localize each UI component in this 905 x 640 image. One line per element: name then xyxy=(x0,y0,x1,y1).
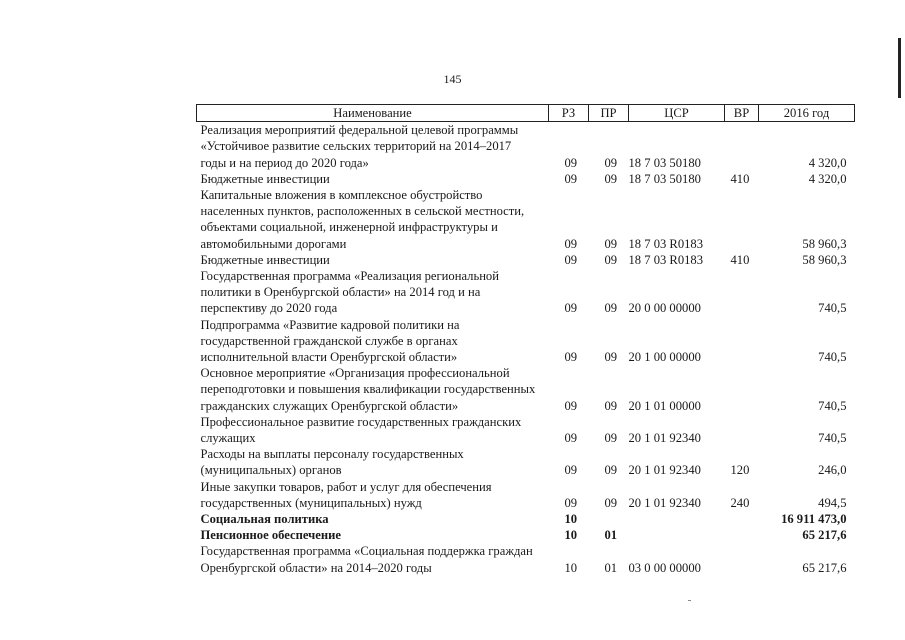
header-name: Наименование xyxy=(197,105,549,122)
row-amount: 4 320,0 xyxy=(808,155,847,170)
row-name-line: Бюджетные инвестиции xyxy=(200,252,330,267)
header-csr: ЦСР xyxy=(629,105,725,122)
row-csr: 18 7 03 R0183 xyxy=(628,252,704,267)
row-name-line: Социальная политика xyxy=(200,512,329,527)
row-amount: 740,5 xyxy=(818,431,847,446)
table-row xyxy=(197,446,855,478)
row-vr xyxy=(725,511,759,527)
row-rz: 09 xyxy=(564,155,578,170)
row-name-line: политики в Оренбургской области» на 2014 год и на xyxy=(200,285,481,300)
row-name xyxy=(197,511,549,527)
row-name-line: переподготовки и повышения квалификации государственных xyxy=(200,382,536,397)
row-vr xyxy=(725,543,759,575)
row-pr: 09 xyxy=(604,252,618,267)
row-amount: 740,5 xyxy=(818,350,847,365)
table-row xyxy=(197,543,855,575)
header-vr: ВР xyxy=(725,105,759,122)
row-name-line: Профессиональное развитие государственных гражданских xyxy=(200,414,522,429)
row-pr: 01 xyxy=(604,528,618,543)
row-pr: 09 xyxy=(604,398,618,413)
row-amount: 740,5 xyxy=(818,398,847,413)
row-csr xyxy=(629,527,725,543)
row-name xyxy=(197,317,549,366)
table-row xyxy=(197,171,855,187)
row-rz: 09 xyxy=(564,398,578,413)
table-row xyxy=(197,268,855,317)
row-vr xyxy=(725,187,759,252)
row-csr xyxy=(629,511,725,527)
row-amount: 65 217,6 xyxy=(802,560,847,575)
table-row xyxy=(197,479,855,511)
scan-smudge xyxy=(688,600,691,601)
row-vr xyxy=(725,122,759,171)
table-row xyxy=(197,317,855,366)
row-amount: 4 320,0 xyxy=(808,171,847,186)
row-name xyxy=(197,479,549,511)
budget-table xyxy=(196,104,855,576)
row-amount: 58 960,3 xyxy=(802,252,847,267)
row-name-line: Расходы на выплаты персоналу государственных xyxy=(200,447,464,462)
row-name xyxy=(197,365,549,414)
row-rz: 09 xyxy=(564,301,578,316)
row-csr: 20 0 00 00000 xyxy=(628,301,701,316)
table-header xyxy=(197,105,855,122)
table-body xyxy=(197,122,855,576)
row-rz: 09 xyxy=(564,236,578,251)
row-name-line: годы и на период до 2020 года» xyxy=(200,155,369,170)
table-row xyxy=(197,511,855,527)
row-vr xyxy=(725,365,759,414)
row-name xyxy=(197,252,549,268)
row-csr: 03 0 00 00000 xyxy=(628,560,701,575)
header-pr: ПР xyxy=(589,105,629,122)
row-name-line: служащих xyxy=(200,431,256,446)
row-csr: 18 7 03 R0183 xyxy=(628,236,704,251)
row-name-line: исполнительной власти Оренбургской области» xyxy=(200,350,458,365)
row-name xyxy=(197,268,549,317)
row-csr: 20 1 00 00000 xyxy=(628,350,701,365)
row-rz: 10 xyxy=(564,560,578,575)
row-vr: 410 xyxy=(730,171,750,186)
row-name-line: Иные закупки товаров, работ и услуг для обеспечения xyxy=(200,479,492,494)
row-rz: 09 xyxy=(564,495,578,510)
row-pr: 09 xyxy=(604,301,618,316)
row-pr: 09 xyxy=(604,350,618,365)
row-name xyxy=(197,414,549,446)
row-rz: 10 xyxy=(564,528,578,543)
row-vr xyxy=(725,414,759,446)
table-row xyxy=(197,365,855,414)
row-vr: 120 xyxy=(730,463,750,478)
row-vr xyxy=(725,268,759,317)
row-name-line: Основное мероприятие «Организация профессиональной xyxy=(200,366,510,381)
row-vr: 410 xyxy=(730,252,750,267)
row-name-line: Реализация мероприятий федеральной целевой программы xyxy=(200,123,519,138)
row-rz: 09 xyxy=(564,463,578,478)
table-row xyxy=(197,187,855,252)
row-pr: 09 xyxy=(604,495,618,510)
row-name-line: перспективу до 2020 года xyxy=(200,301,338,316)
row-name xyxy=(197,187,549,252)
row-amount: 494,5 xyxy=(818,495,847,510)
row-rz: 10 xyxy=(564,512,578,527)
row-vr xyxy=(725,527,759,543)
row-pr: 09 xyxy=(604,463,618,478)
row-csr: 20 1 01 92340 xyxy=(628,463,701,478)
row-name-line: гражданских служащих Оренбургской области» xyxy=(200,398,459,413)
row-name-line: Капитальные вложения в комплексное обустройство xyxy=(200,188,483,203)
row-amount: 246,0 xyxy=(818,463,847,478)
row-csr: 20 1 01 92340 xyxy=(628,495,701,510)
table-row xyxy=(197,527,855,543)
table-row xyxy=(197,252,855,268)
row-csr: 18 7 03 50180 xyxy=(628,171,701,186)
row-name xyxy=(197,543,549,575)
row-name-line: Государственная программа «Реализация региональной xyxy=(200,269,499,284)
row-pr: 09 xyxy=(604,171,618,186)
row-name-line: Пенсионное обеспечение xyxy=(200,528,341,543)
row-name-line: Оренбургской области» на 2014–2020 годы xyxy=(200,560,432,575)
row-name-line: (муниципальных) органов xyxy=(200,463,342,478)
row-amount: 65 217,6 xyxy=(802,528,847,543)
row-name xyxy=(197,527,549,543)
page-edge-mark xyxy=(898,38,901,98)
row-pr: 09 xyxy=(604,431,618,446)
row-csr: 20 1 01 92340 xyxy=(628,431,701,446)
row-name xyxy=(197,446,549,478)
row-name-line: Подпрограмма «Развитие кадровой политики на xyxy=(200,317,460,332)
row-name xyxy=(197,171,549,187)
row-name-line: автомобильными дорогами xyxy=(200,236,347,251)
table-row xyxy=(197,122,855,171)
row-rz: 09 xyxy=(564,431,578,446)
row-name xyxy=(197,122,549,171)
row-name-line: Государственная программа «Социальная поддержка граждан xyxy=(200,544,533,559)
row-pr: 09 xyxy=(604,236,618,251)
row-name-line: государственной гражданской службе в органах xyxy=(200,333,458,348)
page-number: 145 xyxy=(443,72,462,86)
row-vr: 240 xyxy=(730,495,750,510)
row-name-line: Бюджетные инвестиции xyxy=(200,171,330,186)
row-amount: 58 960,3 xyxy=(802,236,847,251)
row-csr: 18 7 03 50180 xyxy=(628,155,701,170)
row-vr xyxy=(725,317,759,366)
row-rz: 09 xyxy=(564,350,578,365)
row-rz: 09 xyxy=(564,252,578,267)
row-pr xyxy=(589,511,629,527)
row-pr: 09 xyxy=(604,155,618,170)
row-amount: 740,5 xyxy=(818,301,847,316)
row-name-line: населенных пунктов, расположенных в сельской местности, xyxy=(200,204,525,219)
header-row xyxy=(197,105,855,122)
budget-table-container xyxy=(196,104,854,576)
row-amount: 16 911 473,0 xyxy=(781,512,847,527)
row-name-line: государственных (муниципальных) нужд xyxy=(200,495,422,510)
header-year: 2016 год xyxy=(759,105,855,122)
header-rz: РЗ xyxy=(549,105,589,122)
row-pr: 01 xyxy=(604,560,618,575)
row-name-line: «Устойчивое развитие сельских территорий на 2014–2017 xyxy=(200,139,512,154)
row-rz: 09 xyxy=(564,171,578,186)
row-name-line: объектами социальной, инженерной инфраструктуры и xyxy=(200,220,498,235)
table-row xyxy=(197,414,855,446)
row-csr: 20 1 01 00000 xyxy=(628,398,701,413)
